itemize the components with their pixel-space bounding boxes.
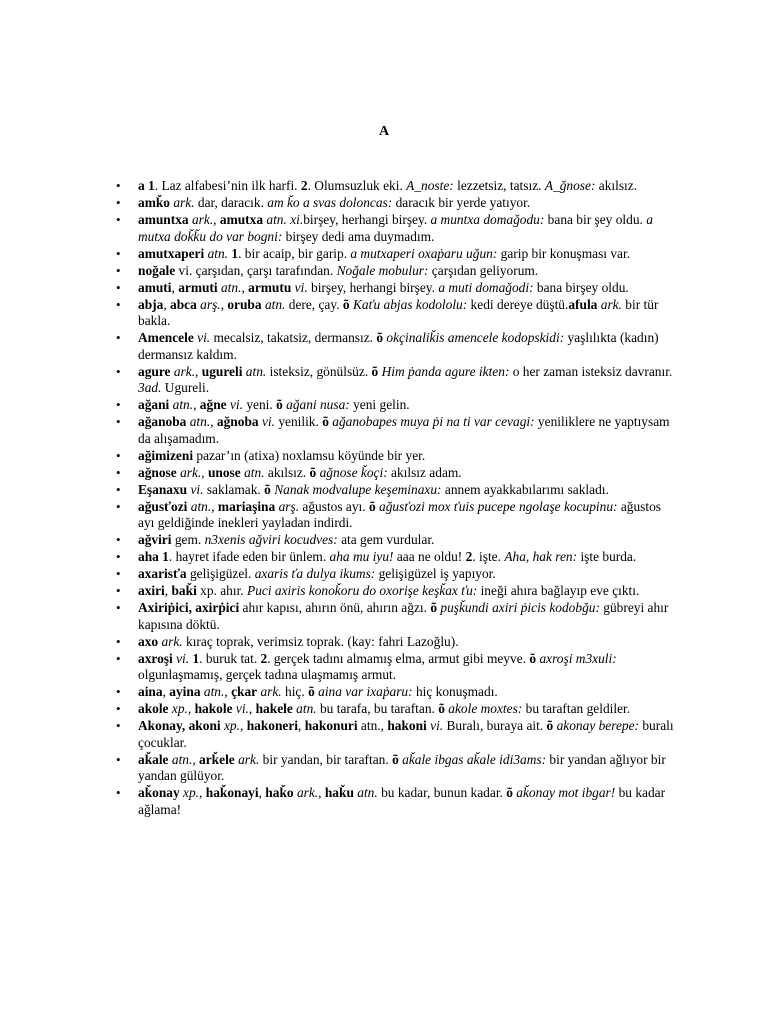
entry-term: hakonuri (304, 718, 358, 733)
dictionary-entry (138, 634, 676, 651)
entry-example: atn. xi. (266, 212, 304, 227)
entry-text: kıraç toprak, verimsiz toprak. (kay: fahri Lazoğlu). (182, 633, 459, 649)
dictionary-entry (138, 246, 676, 263)
entry-example: atn. (264, 296, 286, 312)
entry-text: . gerçek tadını almamış elma, armut gibi meyve. (267, 650, 530, 666)
entry-example: arş. (200, 296, 221, 312)
entry-example: atn. (357, 785, 378, 800)
dictionary-entry (138, 701, 676, 718)
entry-term: hakoni (387, 718, 427, 733)
entry-text: , (258, 785, 266, 800)
entry-text: , (164, 583, 172, 598)
entry-term: õ (308, 684, 315, 699)
entry-text: akılsız adam. (387, 464, 462, 480)
entry-text: . işte. (472, 549, 505, 564)
entry-term: 2 (300, 178, 308, 193)
entry-text: bir tür bakla. (138, 296, 659, 328)
entry-term: unose (207, 464, 241, 480)
entry-term: õ (309, 464, 317, 480)
entry-example: okçinaliǩis amencele kodopskidi: (386, 330, 565, 345)
entry-text: atn., (357, 718, 388, 733)
entry-text: gübreyi ahır kapısına döktü. (138, 600, 669, 632)
entry-example: atn. (220, 279, 242, 295)
entry-text: gem. (171, 532, 205, 547)
entry-term: amutxa (219, 212, 264, 227)
entry-text: bu kadar, bunun kadar. (377, 785, 507, 800)
entry-example: vi., (235, 701, 253, 716)
entry-example: vi. (197, 330, 211, 345)
entry-example: am ǩo a svas doloncas: (267, 195, 393, 210)
entry-term: haǩo (265, 785, 294, 800)
entry-term: õ (371, 363, 379, 379)
dictionary-entry (138, 532, 676, 549)
dictionary-entry (138, 212, 676, 245)
entry-text: , (171, 279, 179, 295)
dictionary-entry (138, 448, 676, 465)
entry-term: haǩonayi (205, 785, 259, 800)
dictionary-entry (138, 549, 676, 566)
entry-example: aǩonay mot ibgar! (516, 785, 616, 800)
entry-text: , (163, 296, 171, 312)
entry-text: , (318, 785, 325, 800)
entry-text: , (298, 718, 305, 733)
entry-example: ağusťozi mox ťuis pucepe ngolaşe kocupinu: (379, 498, 618, 514)
entry-text: çarşıdan geliyorum. (428, 262, 539, 278)
entry-example: vi. (261, 414, 275, 429)
entry-term: armuti (178, 279, 218, 295)
dictionary-entry (138, 364, 676, 397)
entry-example: atn. (172, 397, 194, 412)
entry-example: xp., (183, 785, 203, 800)
entry-term: 2 (260, 650, 268, 666)
dictionary-entry (138, 263, 676, 280)
entry-text: dere, çay. (285, 296, 343, 312)
entry-term: haǩu (324, 785, 354, 800)
entry-example: Kaťu abjas kodololu: (352, 296, 468, 312)
entry-text: olgunlaşmamış, gerçek tadına ulaşmamış armut. (138, 667, 397, 682)
entry-term: amǩo (138, 195, 170, 210)
entry-example: atn. (296, 701, 317, 716)
entry-text: garip bir konuşması var. (497, 245, 631, 261)
entry-example: ark. (260, 684, 282, 699)
entry-term: aǩonay (138, 785, 180, 800)
dictionary-entry (138, 178, 676, 195)
entry-text: birşey, herhangi birşey. (303, 212, 431, 227)
entry-text: bu tarafa, bu taraftan. (316, 701, 439, 716)
entry-term: õ (342, 296, 350, 312)
entry-term: amuntxa (138, 212, 189, 227)
entry-text: , (211, 498, 218, 514)
dictionary-entry (138, 297, 676, 330)
entry-example: 3ad. (138, 380, 162, 395)
entry-example: ark. (238, 751, 260, 767)
entry-text: , (224, 684, 232, 699)
entry-example: atn. (244, 464, 265, 480)
entry-text: ata gem vurdular. (337, 532, 435, 547)
entry-term: axroşi (138, 650, 173, 666)
entry-term: amutxaperi (138, 245, 205, 261)
entry-text: dar, daracık. (194, 195, 268, 210)
entry-term: armutu (248, 279, 292, 295)
entry-text: bu taraftan geldiler. (522, 701, 631, 716)
entry-text: yeniliklere ne yaptıysam da alışamadım. (138, 414, 670, 446)
entry-example: vi. (229, 397, 243, 412)
entry-term: ağanoba (138, 414, 187, 429)
entry-term: 1 (192, 650, 200, 666)
entry-example: atn. (189, 414, 211, 429)
entry-text: ağustos ayı. (299, 498, 369, 514)
entry-text: , (210, 414, 217, 429)
entry-term: õ (430, 600, 438, 615)
entry-term: õ (368, 498, 376, 514)
entry-example: Noğale mobulur: (336, 262, 429, 278)
entry-term: õ (264, 481, 271, 497)
entry-text: vi. çarşıdan, çarşı tarafından. (175, 262, 337, 278)
entry-example: ağani nusa: (286, 397, 350, 412)
entry-example: a muti domağodi: (438, 279, 534, 295)
entry-term: afula (568, 296, 598, 312)
dictionary-entry (138, 280, 676, 297)
entry-example: aǩale ibgas aǩale idi3ams: (402, 751, 547, 767)
entry-example: aha mu iyu! (329, 549, 394, 564)
entry-term: õ (438, 701, 445, 716)
entry-term: ağviri (138, 532, 172, 547)
entry-term: aǩale (138, 751, 169, 767)
entry-text: ineği ahıra bağlayıp eve çıktı. (477, 583, 640, 598)
entry-example: ark. (180, 464, 202, 480)
entry-term: õ (529, 650, 537, 666)
entry-term: oruba (227, 296, 262, 312)
entry-text: , (220, 296, 228, 312)
entry-term: õ (322, 414, 329, 429)
entry-text: , (241, 279, 249, 295)
entry-text: pazar’ın (atixa) noxlamsu köyünde bir yer. (193, 447, 426, 463)
entry-term: õ (376, 330, 384, 345)
entry-term: ayina (169, 684, 201, 699)
entry-text: ağustos ayı geldiğinde inekleri yayladan indirdi. (138, 498, 662, 530)
entry-example: n3xenis ağviri kocudves: (204, 532, 338, 547)
entry-text: lezzetsiz, tatsız. (453, 178, 545, 193)
entry-example: Puci axiris konoǩoru do oxorişe keşǩax ťu: (247, 583, 478, 598)
entry-text: hiç. (281, 684, 309, 699)
entry-text: isteksiz, gönülsüz. (266, 363, 372, 379)
entry-example: akole moxtes: (448, 701, 523, 716)
entry-text: o her zaman isteksiz davranır. (509, 363, 673, 379)
entry-term: ağimizeni (138, 447, 194, 463)
entry-term: axo (138, 633, 159, 649)
entry-example: a muntxa domağodu: (430, 212, 545, 227)
entry-text: . Laz alfabesi’nin ilk harfi. (154, 178, 301, 193)
entry-term: õ (506, 785, 513, 800)
entry-term: õ (276, 397, 283, 412)
dictionary-entry (138, 600, 676, 633)
entry-example: ark. (161, 633, 183, 649)
entry-example: ark. (173, 363, 196, 379)
entry-example: ark. (191, 212, 214, 227)
entry-term: Amencele (138, 330, 194, 345)
entry-term: ağne (199, 397, 227, 412)
entry-example: axaris ťa dulya ikums: (254, 566, 376, 581)
entry-term: Akonay, akoni (138, 718, 221, 733)
entry-example: vi. (294, 279, 308, 295)
entry-text: akılsız. (595, 178, 638, 193)
dictionary-entry (138, 785, 676, 818)
entry-term: hakole (194, 701, 233, 716)
dictionary-entry (138, 465, 676, 482)
entry-example: vi. (190, 481, 204, 497)
entry-text: yeni. (242, 397, 277, 412)
dictionary-entry (138, 414, 676, 447)
entry-example: Him ṗanda agure ikten: (381, 363, 510, 379)
entry-text: annem ayakkabılarımı sakladı. (441, 481, 609, 497)
entry-text: birşey, herhangi birşey. (307, 279, 439, 295)
entry-text: Ugureli. (161, 380, 210, 395)
entry-text: aaa ne oldu! (393, 549, 466, 564)
entry-text: , (213, 212, 220, 227)
entry-example: atn., (171, 751, 196, 767)
entry-text: bu kadar ağlama! (138, 785, 666, 817)
entry-text: yenilik. (274, 414, 323, 429)
entry-example: Nanak modvalupe keşeminaxu: (274, 481, 442, 497)
dictionary-entry (138, 718, 676, 751)
entry-text: birşey dedi ama duymadım. (282, 228, 435, 244)
entry-example: ağnose ǩoçi: (319, 464, 388, 480)
dictionary-entry (138, 651, 676, 684)
entry-term: amuti (138, 279, 172, 295)
entry-term: agure (138, 363, 171, 379)
entry-example: vi. (176, 650, 190, 666)
entry-term: mariaşina (217, 498, 276, 514)
entry-example: vi. (430, 718, 444, 733)
entry-term: abca (170, 296, 197, 312)
entry-text: kedi dereye düştü. (467, 296, 569, 312)
letter-heading: A (378, 124, 390, 139)
entry-term: õ (546, 718, 554, 733)
dictionary-entry (138, 566, 676, 583)
entry-text: hiç konuşmadı. (412, 684, 498, 699)
dictionary-entry (138, 684, 676, 701)
entry-text: bir yandan ağlıyor bir yandan gülüyor. (138, 751, 666, 783)
entry-example: a mutxaperi oxaṗaru uğun: (350, 245, 498, 261)
entry-example: ark. (173, 195, 195, 210)
entry-term: baǩi (171, 583, 197, 598)
entry-text: daracık bir yerde yatıyor. (392, 195, 531, 210)
entry-term: çkar (231, 684, 258, 699)
entry-term: ağnose (138, 464, 177, 480)
entry-text: xp. ahır. (196, 583, 248, 598)
entry-text: bir yandan, bir taraftan. (259, 751, 393, 767)
entry-example: atn. (190, 498, 212, 514)
entry-example: atn. (245, 363, 267, 379)
entry-text: , (195, 363, 202, 379)
entry-text: bana bir şey oldu. (544, 212, 647, 227)
entry-example: xp., (223, 718, 244, 733)
entry-term: 2 (465, 549, 473, 564)
entry-term: ugureli (201, 363, 243, 379)
dictionary-entry (138, 397, 676, 414)
entry-term: arǩele (199, 751, 235, 767)
entry-text: akılsız. (264, 464, 310, 480)
dictionary-entry (138, 752, 676, 785)
entry-example: ark. (296, 785, 319, 800)
entry-example: a mutxa doǩǩu do var bogni: (138, 212, 653, 244)
entry-term: ağani (138, 397, 170, 412)
entry-text: gelişigüzel. (186, 566, 255, 581)
entry-term: hakele (255, 701, 293, 716)
entry-text: bana birşey oldu. (533, 279, 629, 295)
entry-term: akole (138, 701, 169, 716)
entry-term: õ (392, 751, 399, 767)
entry-text: . bir acaip, bir garip. (238, 245, 351, 261)
entry-term: ağnoba (216, 414, 259, 429)
entry-term: 1 (231, 245, 239, 261)
entry-term: hakoneri (246, 718, 299, 733)
entry-term: noğale (138, 262, 176, 278)
entry-example: A_noste: (406, 178, 454, 193)
entry-text: , (162, 684, 170, 699)
dictionary-entry (138, 195, 676, 212)
entry-term: a 1 (138, 178, 155, 193)
dictionary-entry (138, 583, 676, 600)
entry-term: axarisťa (138, 566, 187, 581)
entry-example: atn. (207, 245, 229, 261)
entry-example: akonay berepe: (556, 718, 640, 733)
entry-text: mecalsiz, takatsiz, dermansız. (210, 330, 377, 345)
entry-term: Axiriṗici, axirṗici (138, 600, 240, 615)
entry-term: Eşanaxu (138, 481, 188, 497)
entry-example: A_ğnose: (544, 178, 596, 193)
entry-example: Aha, hak ren: (504, 549, 578, 564)
dictionary-entry (138, 499, 676, 532)
entry-term: abja (138, 296, 164, 312)
entry-example: ağanobapes muya ṗi na ti var cevagi: (332, 414, 535, 429)
entry-term: aina (138, 684, 163, 699)
entry-term: ağusťozi (138, 498, 188, 514)
entry-example: aina var ixaṗaru: (318, 684, 413, 699)
entry-text: işte burda. (577, 549, 637, 564)
entry-example: atn. (203, 684, 225, 699)
entry-text: gelişigüzel iş yapıyor. (375, 566, 496, 581)
dictionary-entry-list (138, 178, 676, 819)
entry-text: yeni gelin. (349, 397, 410, 412)
entry-text: Buralı, buraya ait. (443, 718, 547, 733)
entry-term: axiri (138, 583, 165, 598)
entry-text: saklamak. (203, 481, 265, 497)
entry-example: ark. (600, 296, 622, 312)
entry-text: , (193, 397, 200, 412)
entry-example: arş. (278, 498, 300, 514)
entry-text: ahır kapısı, ahırın önü, ahırın ağzı. (239, 600, 431, 615)
entry-text: buralı çocuklar. (138, 718, 674, 750)
entry-text: . buruk tat. (199, 650, 261, 666)
entry-example: puşǩundi axiri ṗicis kodobğu: (440, 600, 600, 615)
entry-text: yaşlılıkta (kadın) dermansız kaldım. (138, 330, 659, 362)
entry-term: aha 1 (138, 549, 169, 564)
dictionary-entry (138, 330, 676, 363)
entry-text: . hayret ifade eden bir ünlem. (168, 549, 330, 564)
entry-example: axroşi m3xuli: (539, 650, 617, 666)
entry-text: , (201, 464, 208, 480)
dictionary-entry (138, 482, 676, 499)
entry-example: xp., (171, 701, 192, 716)
entry-text: . Olumsuzluk eki. (307, 178, 407, 193)
